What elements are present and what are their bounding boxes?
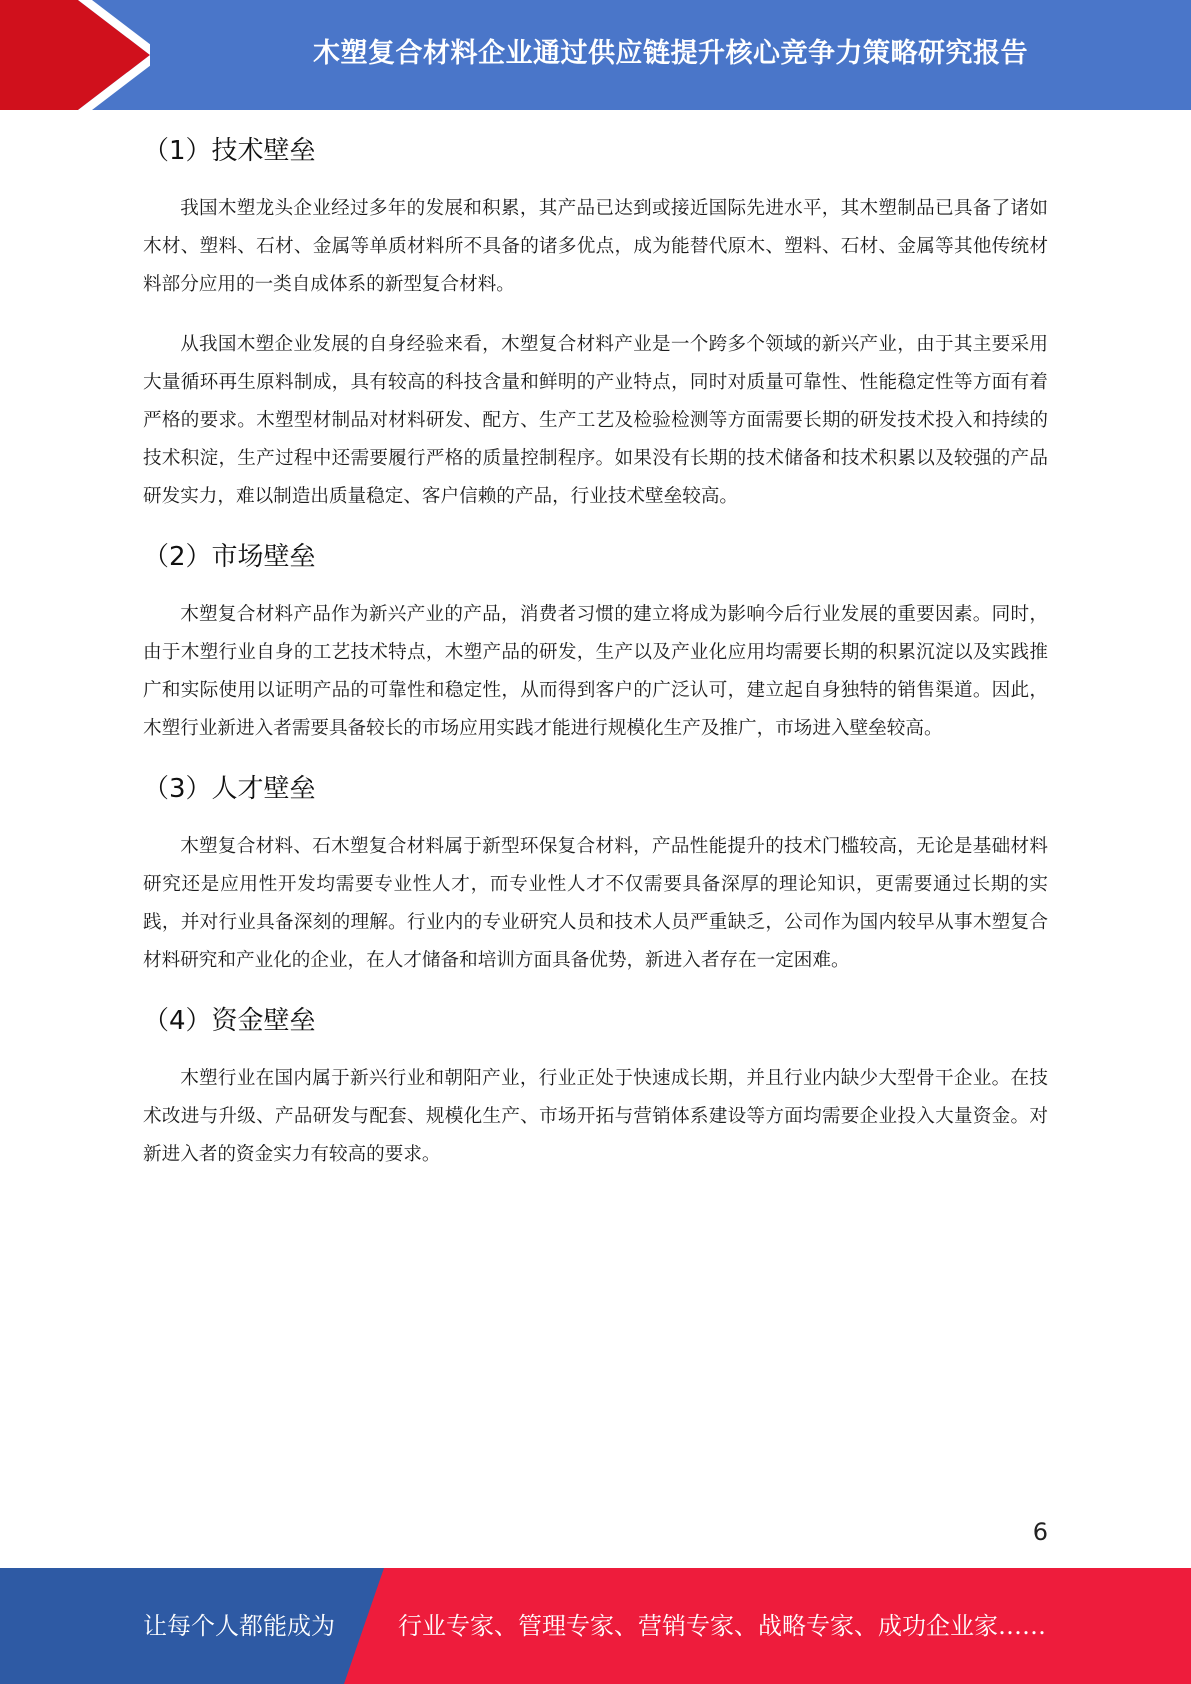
paragraph: 我国木塑龙头企业经过多年的发展和积累，其产品已达到或接近国际先进水平，其木塑制品已具备了诸如木材、塑料、石材、金属等单质材料所不具备的诸多优点，成为能替代原木、塑料、石材、金属等其他传统材料部分应用的一类自成体系的新型复合材料。 xyxy=(143,198,1048,295)
section-talent-barrier xyxy=(143,770,1048,980)
section-capital-barrier xyxy=(143,1002,1048,1174)
page-number: 6 xyxy=(1032,1518,1048,1546)
section-heading: （1）技术壁垒 xyxy=(143,136,316,166)
report-title: 木塑复合材料企业通过供应链提升核心竞争力策略研究报告 xyxy=(313,37,1028,69)
section-technology-barrier xyxy=(143,132,1048,516)
section-heading: （3）人才壁垒 xyxy=(143,774,316,804)
paragraph: 木塑复合材料、石木塑复合材料属于新型环保复合材料，产品性能提升的技术门槛较高，无论是基础材料研究还是应用性开发均需要专业性人才，而专业性人才不仅需要具备深厚的理论知识，更需要通过长期的实践，并对行业具备深刻的理解。行业内的专业研究人员和技术人员严重缺乏，公司作为国内较早从事木塑复合材料研究和产业化的企业，在人才储备和培训方面具备优势，新进入者存在一定困难。 xyxy=(143,836,1048,971)
section-heading: （4）资金壁垒 xyxy=(143,1006,316,1036)
paragraph: 木塑复合材料产品作为新兴产业的产品，消费者习惯的建立将成为影响今后行业发展的重要因素。同时，由于木塑行业自身的工艺技术特点，木塑产品的研发，生产以及产业化应用均需要长期的积累沉淀以及实践推广和实际使用以证明产品的可靠性和稳定性，从而得到客户的广泛认可，建立起自身独特的销售渠道。因此，木塑行业新进入者需要具备较长的市场应用实践才能进行规模化生产及推广，市场进入壁垒较高。 xyxy=(143,604,1048,739)
paragraph: 从我国木塑企业发展的自身经验来看，木塑复合材料产业是一个跨多个领域的新兴产业，由于其主要采用大量循环再生原料制成，具有较高的科技含量和鲜明的产业特点，同时对质量可靠性、性能稳定性等方面有着严格的要求。木塑型材制品对材料研发、配方、生产工艺及检验检测等方面需要长期的研发技术投入和持续的技术积淀，生产过程中还需要履行严格的质量控制程序。如果没有长期的技术储备和技术积累以及较强的产品研发实力，难以制造出质量稳定、客户信赖的产品，行业技术壁垒较高。 xyxy=(143,334,1048,507)
header-banner xyxy=(0,0,1191,110)
footer-banner xyxy=(0,1568,1191,1684)
paragraph: 木塑行业在国内属于新兴行业和朝阳产业，行业正处于快速成长期，并且行业内缺少大型骨干企业。在技术改进与升级、产品研发与配套、规模化生产、市场开拓与营销体系建设等方面均需要企业投入大量资金。对新进入者的资金实力有较高的要求。 xyxy=(143,1068,1048,1165)
footer-slogan-left: 让每个人都能成为 xyxy=(143,1612,335,1640)
document-body xyxy=(143,118,1048,1196)
header-chevron-decoration xyxy=(0,0,150,110)
section-market-barrier xyxy=(143,538,1048,748)
footer-slogan-right: 行业专家、管理专家、营销专家、战略专家、成功企业家…… xyxy=(398,1612,1046,1640)
section-heading: （2）市场壁垒 xyxy=(143,542,316,572)
